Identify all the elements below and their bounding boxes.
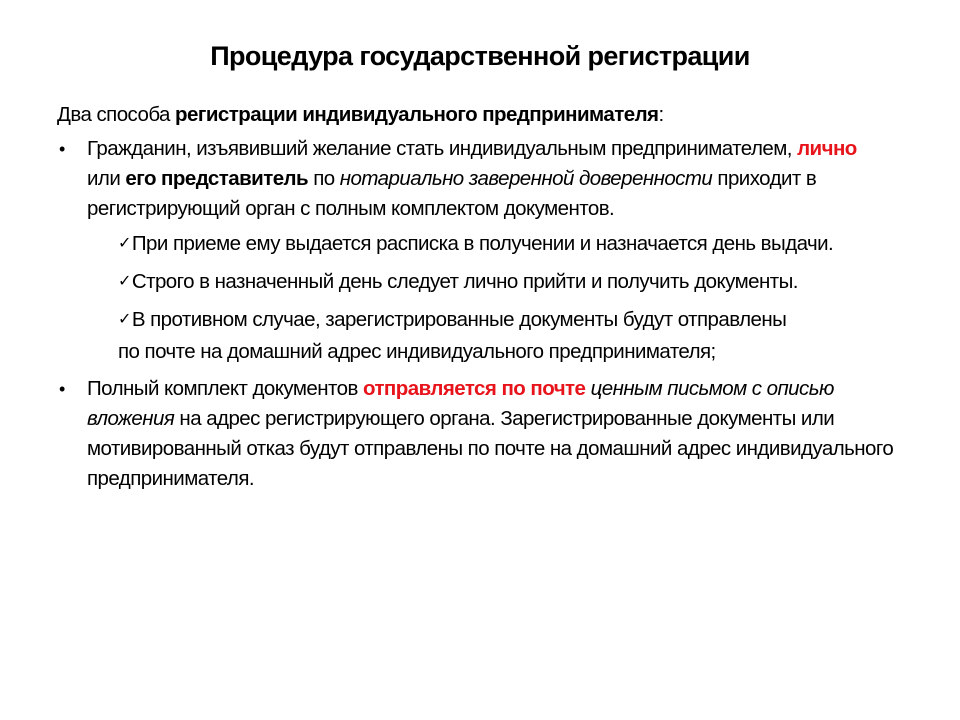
highlight-in-person: лично: [797, 137, 857, 160]
checkmark-icon: ✓: [118, 235, 131, 252]
intro-suffix: :: [658, 103, 664, 126]
sub-item-text: Строго в назначенный день следует лично прийти и получить документы.: [131, 270, 798, 293]
bullet-text-part: или: [87, 167, 126, 190]
bullet-item-by-mail: [57, 374, 917, 494]
sub-item-text: В противном случае, зарегистрированные документы будут отправлены по почте на домашний адрес индивидуального предпринимателя;: [118, 308, 787, 363]
highlight-by-mail: отправляется по почте: [362, 377, 586, 400]
sub-item-mail-fallback: [57, 305, 798, 367]
sub-item-text: При приеме ему выдается расписка в получении и назначается день выдачи.: [131, 232, 834, 255]
bullet-dot-icon: •: [59, 139, 65, 159]
bullet-text-part: на адрес регистрирующего органа. Зарегистрированные документы или мотивированный отказ будут отправлены по почте на домашний адрес индивидуального предпринимателя.: [87, 407, 894, 490]
intro-bold: регистрации индивидуального предпринимателя: [175, 103, 659, 126]
checkmark-icon: ✓: [118, 273, 131, 290]
bullet-text-part: Гражданин, изъявивший желание стать индивидуальным предпринимателем,: [87, 137, 798, 160]
bullet-item-in-person: [57, 134, 887, 224]
checkmark-icon: ✓: [118, 311, 131, 328]
slide-body: [57, 100, 917, 499]
slide-title: Процедура государственной регистрации: [210, 41, 750, 71]
bold-representative: его представитель: [125, 167, 309, 190]
bullet-text-part: Полный комплект документов: [87, 377, 363, 400]
sub-item-pickup: [57, 267, 818, 299]
italic-notarized: нотариально заверенной доверенности: [339, 167, 713, 190]
sub-item-receipt: [57, 229, 878, 261]
italic-valuable-letter: ценным письмом с описью вложения: [87, 377, 834, 430]
intro-prefix: Два способа: [57, 103, 176, 126]
bullet-text-part: по: [308, 167, 340, 190]
bullet-dot-icon: •: [59, 379, 65, 399]
bullet-text-part: приходит в регистрирующий орган с полным комплектом документов.: [87, 167, 817, 220]
intro-line: [57, 100, 917, 130]
